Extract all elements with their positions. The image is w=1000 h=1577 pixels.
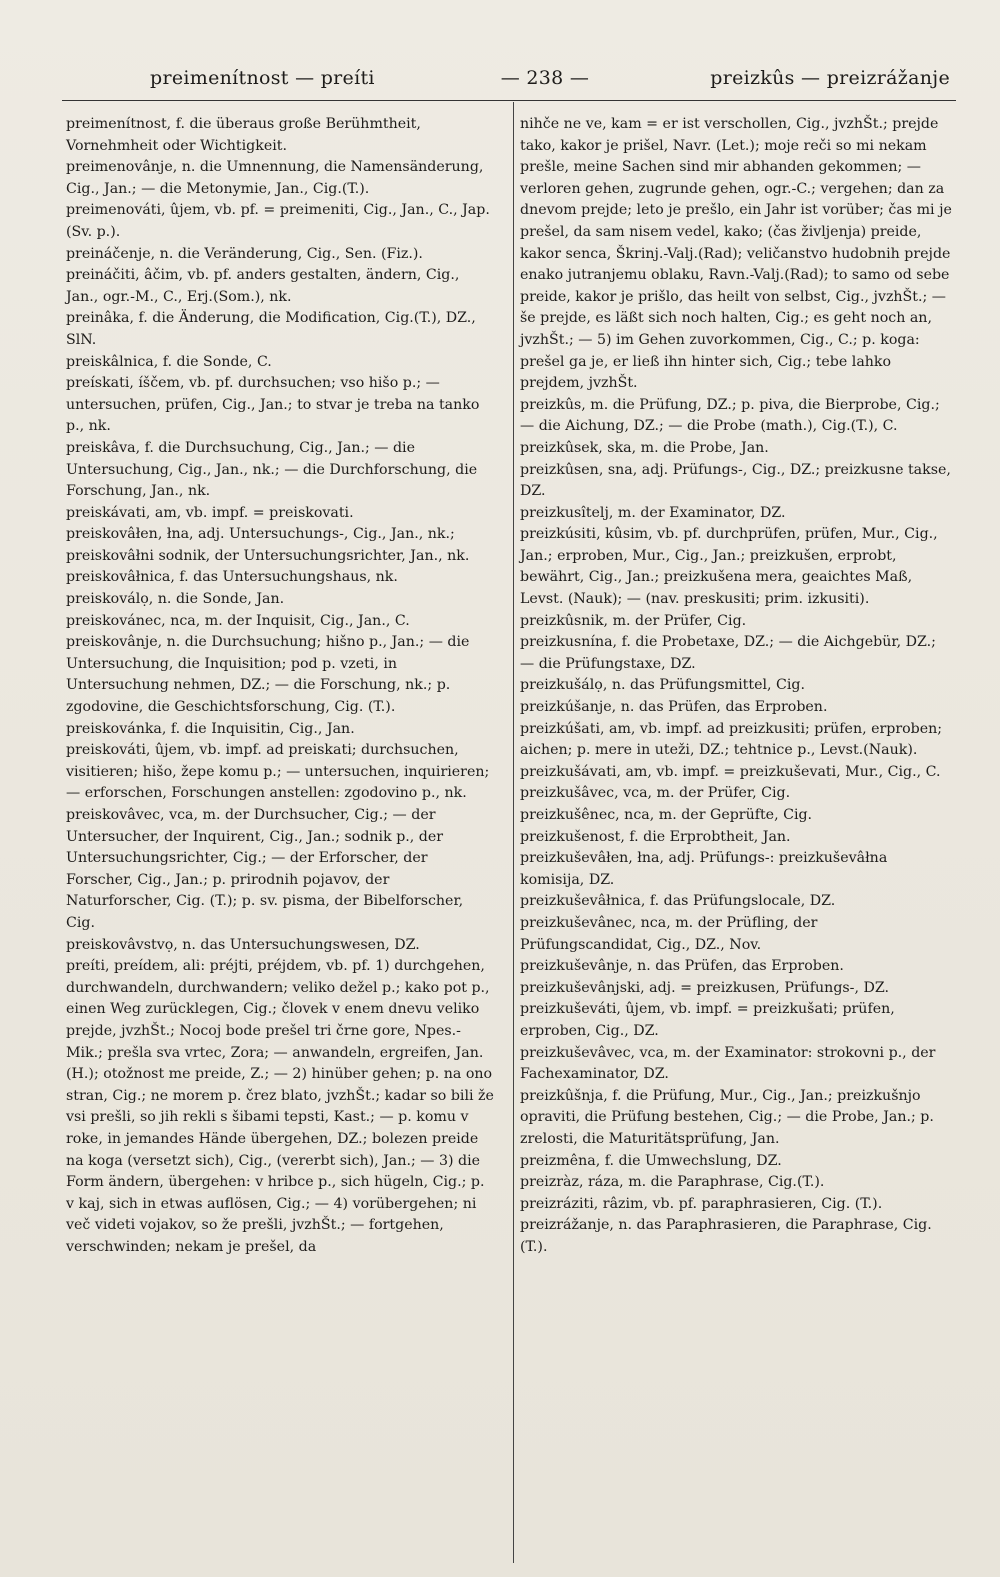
entry-text: preizkuševânje, n. das Prüfen, das Erproben. [520,958,844,975]
column-divider [513,102,514,1563]
entry-text: preizkuševâłnica, f. das Prüfungslocale, DZ. [520,893,836,910]
entry-text: preizkušávati, am, vb. impf. = preizkuševati, Mur., Cig., C. [520,763,941,780]
page-number: — 238 — [500,67,590,89]
dictionary-entry [66,524,496,567]
header-rule [62,100,956,101]
header-right-guideword: preizkûs — preizrážanje [710,67,950,89]
dictionary-entry [66,503,496,525]
dictionary-entry [520,675,952,697]
dictionary-entry [66,935,496,957]
entry-text: preizkûsek, ska, m. die Probe, Jan. [520,439,769,456]
dictionary-entry [520,783,952,805]
dictionary-entry [520,524,952,610]
dictionary-entry [520,438,952,460]
entry-text: preizkuševâvec, vca, m. der Examinator: strokovni p., der Fachexaminator, DZ. [520,1044,940,1083]
dictionary-entry [520,719,952,762]
entry-text: preískati, íščem, vb. pf. durchsuchen; vso hišo p.; — untersuchen, prüfen, Cig., Jan.; to stvar je treba na tanko p., nk. [66,375,484,435]
entry-text: preiskâva, f. die Durchsuchung, Cig., Jan.; — die Untersuchung, Cig., Jan., nk.; — die Durchforschung, die Forschung, Jan., nk. [66,439,482,500]
entry-text: preináčiti, âčim, vb. pf. anders gestalten, ändern, Cig., Jan., ogr.-M., C., Erj.(Som.), nk. [66,267,464,305]
entry-text: preimenováti, ûjem, vb. pf. = preimeniti, Cig., Jan., C., Jap.(Sv. p.). [66,202,490,240]
entry-text: preizkúšati, am, vb. impf. ad preizkusiti; prüfen, erproben; aichen; p. mere in uteži, DZ.; tehtnice p., Levst.(Nauk). [520,720,947,759]
entry-text: preiskoválọ, n. die Sonde, Jan. [66,591,285,608]
dictionary-entry [66,265,496,308]
dictionary-entry [66,956,499,1258]
entry-text: preináčenje, n. die Veränderung, Cig., Sen. (Fiz.). [66,245,423,262]
entry-text: preiskâlnica, f. die Sonde, C. [66,353,272,370]
entry-text: preizràz, ráza, m. die Paraphrase, Cig.(T.). [520,1174,825,1191]
entry-text: preiskovánka, f. die Inquisitin, Cig., Jan. [66,720,355,737]
dictionary-entry [66,589,496,611]
dictionary-entry [66,632,496,718]
entry-text: preizkušálọ, n. das Prüfungsmittel, Cig. [520,677,806,694]
dictionary-entry [520,611,952,633]
dictionary-entry [66,567,496,589]
dictionary-entry [520,460,956,503]
dictionary-entry [520,632,952,675]
dictionary-entry [66,114,496,157]
entry-text: preizmêna, f. die Umwechslung, DZ. [520,1152,782,1169]
entry-text: preizkušâvec, vca, m. der Prüfer, Cig. [520,785,791,802]
entry-text: preiskováti, ûjem, vb. impf. ad preiskati; durchsuchen, visitieren; hišo, žepe komu p.; — untersuchen, inquirieren; — erforschen, Forschungen anstellen: zgodovino p., nk. [66,742,494,802]
entry-text: preiskovânje, n. die Durchsuchung; hišno p., Jan.; — die Untersuchung, die Inquisition; pod p. vzeti, in Untersuchung nehmen, DZ.; — die Forschung, nk.; p. zgodovine, die Geschichtsforschung, Cig. (T.). [66,634,474,716]
entry-text: preiskovâłen, łna, adj. Untersuchungs-, Cig., Jan., nk.; preiskovâłni sodnik, der Untersuchungsrichter, Jan., nk. [66,526,470,564]
dictionary-entry [520,999,952,1042]
dictionary-entry [520,848,952,891]
entry-text: preiskovâvstvọ, n. das Untersuchungswesen, DZ. [66,936,420,953]
entry-text: preizkuševânjski, adj. = preizkusen, Prüfungs-, DZ. [520,979,889,996]
entry-text: preizkuševâłen, łna, adj. Prüfungs-: preizkuševâłna komisija, DZ. [520,850,892,888]
dictionary-entry [520,805,952,827]
entry-text: preizkúsiti, kûsim, vb. pf. durchprüfen, prüfen, Mur., Cig., Jan.; erproben, Mur., Cig., Jan.; preizkušen, erprobt, bewährt, Cig., Jan.; preizkušena mera, geaichtes Maß, Levst. (Nauk); — (nav. preskusiti; prim. izkusiti). [520,526,943,608]
dictionary-entry [66,373,496,438]
dictionary-entry [520,1194,952,1216]
dictionary-entry [66,438,496,503]
dictionary-entry [66,244,496,266]
entry-text: preizkusnína, f. die Probetaxe, DZ.; — die Aichgebür, DZ.; — die Prüfungstaxe, DZ. [520,634,941,672]
entry-text: preizkuševáti, ûjem, vb. impf. = preizkušati; prüfen, erproben, Cig., DZ. [520,1001,900,1039]
entry-text: preimenítnost, f. die überaus große Berühmtheit, Vornehmheit oder Wichtigkeit. [66,116,426,154]
entry-text: preizkušenost, f. die Erprobtheit, Jan. [520,828,791,845]
dictionary-entry [66,719,496,741]
dictionary-entry [520,1086,952,1151]
dictionary-entry [520,1043,952,1086]
dictionary-entry [520,978,952,1000]
entry-text: preimenovânje, n. die Umnennung, die Namensänderung, Cig., Jan.; — die Metonymie, Jan., Cig.(T.). [66,159,488,197]
entry-text: preiskovánec, nca, m. der Inquisit, Cig., Jan., C. [66,612,410,629]
dictionary-entry [66,200,496,243]
entry-text: preíti, preídem, ali: préjti, préjdem, vb. pf. 1) durchgehen, durchwandeln, durchwandern; veliko dežel p.; kako pot p., einen Weg zurücklegen, Cig.; človek v enem dnevu veliko prejde, jvzhŠt.; Nocoj bode prešel tri črne gore, Npes.-Mik.; prešla sva vrtec, Zora; — anwandeln, ergreifen, Jan. (H.); otožnost me preide, Z.; — 2) hinüber gehen; p. na ono stran, Cig.; ne morem p. črez blato, jvzhŠt.; kadar so bili že vsi prešli, so jih rekli s šibami tepsti, Kast.; — p. komu v roke, in jemandes Hände übergehen, DZ.; bolezen preide na koga (versetzt sich), Cig., (vererbt sich), Jan.; — 3) die Form ändern, übergehen: v hribce p., sich hügeln, Cig.; p. v kaj, sich in etwas auflösen, Cig.; — 4) vorübergehen; ni več videti vojakov, so že prešli, jvzhŠt.; — fortgehen, verschwinden; nekam je prešel, da [66,958,499,1255]
dictionary-entry [66,611,496,633]
entry-text: preiskovâvec, vca, m. der Durchsucher, Cig.; — der Untersucher, der Inquirent, Cig., Jan.; sodnik p., der Untersuchungsrichter, Cig.; — der Erforscher, der Forscher, Cig., Jan.; p. prirodnih pojavov, der Naturforscher, Cig. (T.); p. sv. pisma, der Bibelforscher, Cig. [66,807,468,931]
entry-text: preizkûsen, sna, adj. Prüfungs-, Cig., DZ.; preizkusne takse, DZ. [520,461,956,500]
dictionary-entry [520,1151,952,1173]
dictionary-entry [520,395,952,438]
entry-text: preizkúšanje, n. das Prüfen, das Erproben. [520,699,828,716]
entry-text: nihče ne ve, kam = er ist verschollen, Cig., jvzhŠt.; prejde tako, kakor je prišel, Navr. (Let.); moje reči so mi nekam prešle, meine Sachen sind mir abhanden gekommen; — verloren gehen, zugrunde gehen, ogr.-C.; vergehen; dan za dnevom prejde; leto je prešlo, ein Jahr ist vorüber; čas mi je prešel, da sam nisem vedel, kako; (čas življenja) preide, kakor senca, Škrinj.-Valj.(Rad); veličanstvo hudobnih prejde enako jutranjemu oblaku, Ravn.-Valj.(Rad); to samo od sebe preide, kakor je prišlo, das heilt von selbst, Cig., jvzhŠt.; — še prejde, es läßt sich noch halten, Cig.; es geht noch an, jvzhŠt.; — 5) im Gehen zuvorkommen, Cig., C.; p. koga: prešel ga je, er ließ ihn hinter sich, Cig.; tebe lahko prejdem, jvzhŠt. [520,116,957,392]
entry-text: preizráziti, râzim, vb. pf. paraphrasieren, Cig. (T.). [520,1195,883,1212]
entry-text: preiskávati, am, vb. impf. = preiskovati. [66,504,354,521]
dictionary-entry [520,1172,952,1194]
header-left-guideword: preimenítnost — preíti [150,67,375,89]
dictionary-entry [520,1215,952,1258]
dictionary-entry [520,891,952,913]
right-column [520,114,957,1564]
entry-text: preizkušênec, nca, m. der Geprüfte, Cig. [520,807,813,823]
dictionary-entry [520,827,952,849]
dictionary-entry [66,805,496,935]
dictionary-entry [520,762,952,784]
entry-text: preizkûšnja, f. die Prüfung, Mur., Cig., Jan.; preizkušnjo opraviti, die Prüfung bestehen, Cig.; — die Probe, Jan.; p. zrelosti, die Maturitätsprüfung, Jan. [520,1087,939,1147]
entry-text: preizkuševânec, nca, m. der Prüfling, der Prüfungscandidat, Cig., DZ., Nov. [520,914,822,953]
dictionary-entry [66,308,496,351]
entry-text: preiskovâłnica, f. das Untersuchungshaus, nk. [66,569,398,586]
entry-text: preizkûs, m. die Prüfung, DZ.; p. piva, die Bierprobe, Cig.; — die Aichung, DZ.; — die Probe (math.), Cig.(T.), C. [520,396,945,435]
dictionary-entry [520,697,952,719]
dictionary-entry [66,352,496,374]
page-header [150,55,950,89]
entry-text: preinâka, f. die Änderung, die Modification, Cig.(T.), DZ., SlN. [66,310,481,348]
entry-text: preizkûsnik, m. der Prüfer, Cig. [520,612,747,629]
dictionary-entry [520,913,952,956]
dictionary-entry [66,157,496,200]
dictionary-entry [520,503,952,525]
dictionary-entry [520,114,957,395]
entry-text: preizkusîtelj, m. der Examinator, DZ. [520,504,786,521]
left-column [66,114,499,1564]
entry-text: preizrážanje, n. das Paraphrasieren, die Paraphrase, Cig.(T.). [520,1217,932,1255]
dictionary-entry [520,956,952,978]
dictionary-entry [66,740,496,805]
